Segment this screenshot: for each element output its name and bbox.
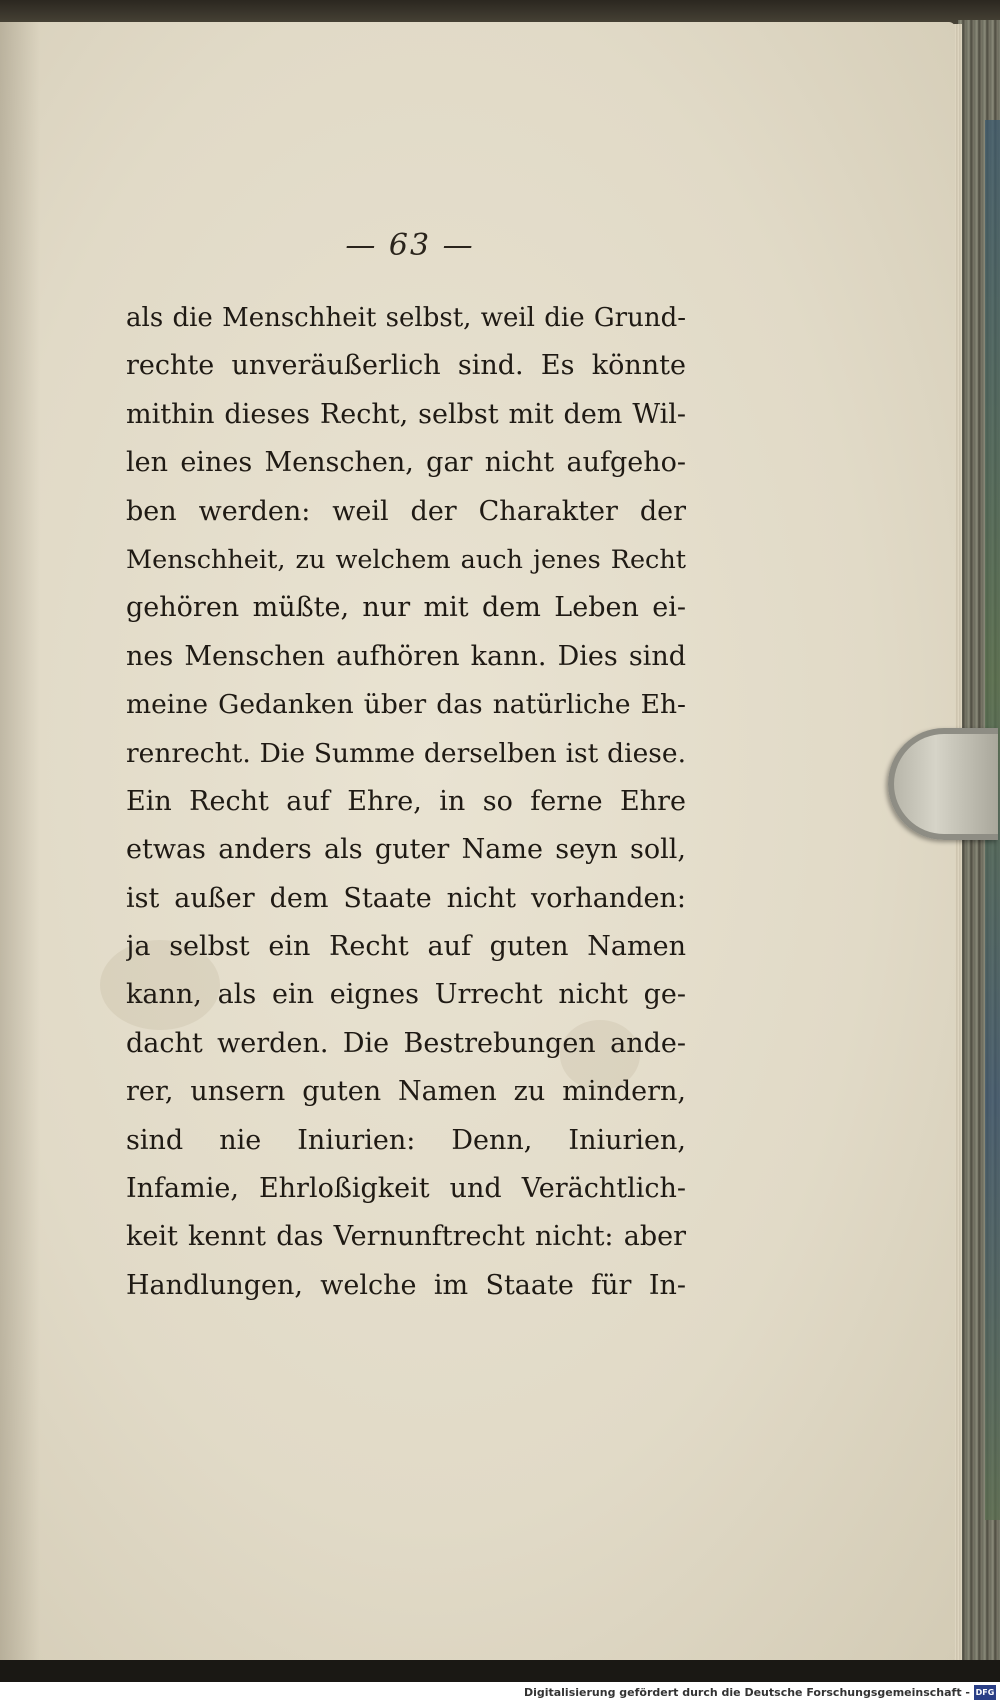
body-text	[126, 294, 686, 1310]
text-line: kann, als ein eignes Urrecht nicht ge-	[126, 979, 686, 1011]
text-line: renrecht. Die Summe derselben ist diese.	[126, 737, 686, 769]
text-line: Ein Recht auf Ehre, in so ferne Ehre	[126, 785, 686, 817]
text-line: Infamie, Ehrloßigkeit und Verächtlich-	[126, 1173, 686, 1205]
text-line: meine Gedanken über das natürliche Eh-	[126, 689, 686, 721]
text-line: Menschheit, zu welchem auch jenes Recht	[126, 544, 686, 575]
scan-bottom-edge	[0, 1660, 1000, 1682]
page-clip	[888, 728, 998, 840]
text-line: len eines Menschen, gar nicht aufgeho-	[126, 447, 686, 479]
text-line: ja selbst ein Recht auf guten Namen	[126, 931, 686, 963]
text-line: rechte unveräußerlich sind. Es könnte	[126, 350, 686, 382]
text-line: ben werden: weil der Charakter der	[126, 495, 686, 527]
dfg-logo-icon: DFG	[974, 1685, 996, 1700]
text-line: mithin dieses Recht, selbst mit dem Wil-	[126, 398, 686, 430]
text-line: rer, unsern guten Namen zu mindern,	[126, 1076, 686, 1108]
text-line: dacht werden. Die Bestrebungen ande-	[126, 1027, 686, 1059]
text-line: Handlungen, welche im Staate für In-	[126, 1269, 686, 1301]
text-line: keit kennt das Vernunftrecht nicht: aber	[126, 1221, 686, 1253]
text-line: als die Menschheit selbst, weil die Grund-	[126, 303, 686, 333]
text-line: gehören müßte, nur mit dem Leben ei-	[126, 592, 686, 624]
gutter-shadow	[0, 22, 40, 1662]
text-line: nes Menschen aufhören kann. Dies sind	[126, 640, 686, 672]
text-line: etwas anders als guter Name seyn soll,	[126, 834, 686, 866]
footer-credit: Digitalisierung gefördert durch die Deutsche Forschungsgemeinschaft -	[523, 1686, 970, 1699]
text-line: ist außer dem Staate nicht vorhanden:	[126, 882, 686, 914]
page-number: — 63 —	[345, 228, 475, 263]
text-line: sind nie Iniurien: Denn, Iniurien,	[126, 1124, 686, 1156]
